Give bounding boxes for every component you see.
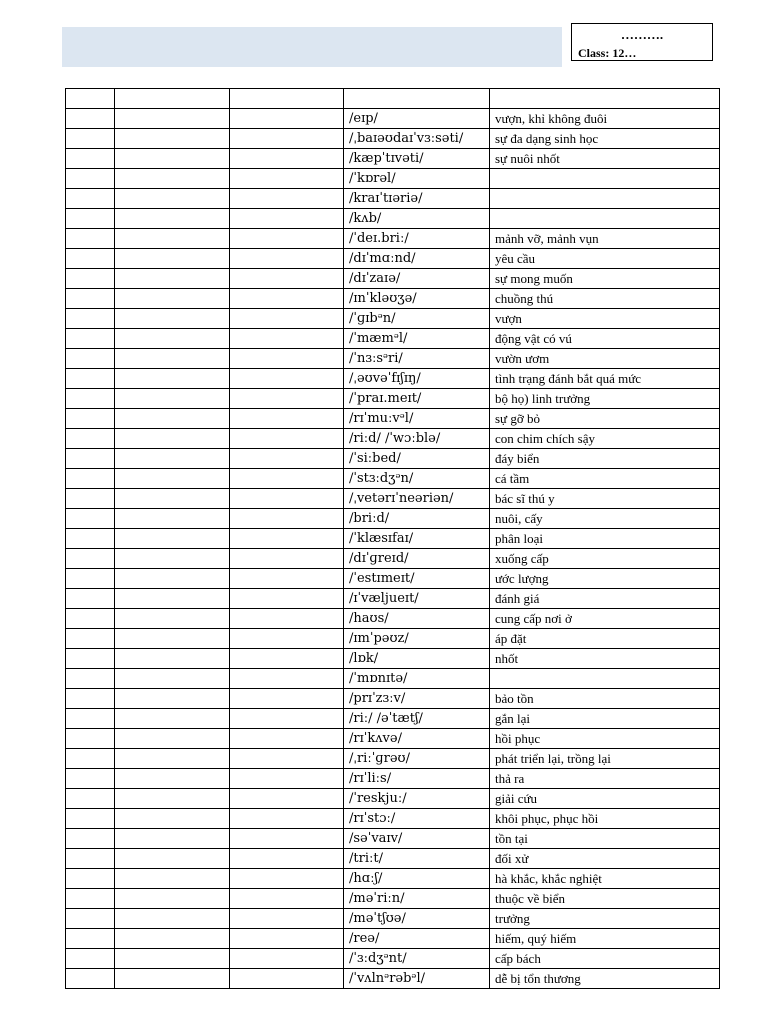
cell-word [115, 869, 230, 889]
cell-pronunciation: /ˈsiːbed/ [344, 449, 490, 469]
cell-number [66, 129, 115, 149]
cell-number [66, 349, 115, 369]
table-row [66, 569, 720, 589]
cell-word [115, 889, 230, 909]
cell-type [230, 769, 344, 789]
class-box [571, 23, 713, 61]
cell-pronunciation: /ˈreskjuː/ [344, 789, 490, 809]
cell-word [115, 649, 230, 669]
cell-meaning: cung cấp nơi ở [490, 609, 720, 629]
table-row [66, 309, 720, 329]
cell-meaning: thả ra [490, 769, 720, 789]
table-row [66, 389, 720, 409]
cell-word [115, 569, 230, 589]
cell-number [66, 749, 115, 769]
cell-type [230, 449, 344, 469]
cell-word [115, 849, 230, 869]
cell-word [115, 969, 230, 989]
cell-type [230, 129, 344, 149]
table-row [66, 409, 720, 429]
cell-pronunciation: /prɪˈzɜːv/ [344, 689, 490, 709]
table-row [66, 509, 720, 529]
table-row [66, 629, 720, 649]
table-row [66, 209, 720, 229]
cell-meaning: đáy biển [490, 449, 720, 469]
cell-type [230, 189, 344, 209]
cell-meaning: mảnh vỡ, mảnh vụn [490, 229, 720, 249]
cell-pronunciation: /ˈɡɪbᵊn/ [344, 309, 490, 329]
cell-word [115, 529, 230, 549]
cell-meaning: áp đặt [490, 629, 720, 649]
header-cell-number [66, 89, 115, 109]
cell-pronunciation: /dɪˈmɑːnd/ [344, 249, 490, 269]
cell-meaning: nhốt [490, 649, 720, 669]
table-row [66, 669, 720, 689]
cell-number [66, 549, 115, 569]
cell-pronunciation: /ˈnɜːsᵊri/ [344, 349, 490, 369]
cell-word [115, 749, 230, 769]
cell-number [66, 729, 115, 749]
cell-number [66, 669, 115, 689]
cell-pronunciation: /ˈdeɪ.briː/ [344, 229, 490, 249]
cell-type [230, 269, 344, 289]
cell-number [66, 709, 115, 729]
cell-word [115, 169, 230, 189]
cell-word [115, 729, 230, 749]
cell-type [230, 149, 344, 169]
cell-pronunciation: /məˈriːn/ [344, 889, 490, 909]
cell-type [230, 389, 344, 409]
cell-number [66, 829, 115, 849]
cell-number [66, 469, 115, 489]
cell-number [66, 249, 115, 269]
cell-pronunciation: /kæpˈtɪvəti/ [344, 149, 490, 169]
cell-meaning: cấp bách [490, 949, 720, 969]
cell-type [230, 329, 344, 349]
cell-type [230, 749, 344, 769]
table-row [66, 889, 720, 909]
table-row [66, 549, 720, 569]
table-row [66, 609, 720, 629]
cell-pronunciation: /eɪp/ [344, 109, 490, 129]
table-row [66, 829, 720, 849]
cell-number [66, 229, 115, 249]
cell-meaning: sự gỡ bỏ [490, 409, 720, 429]
table-row [66, 949, 720, 969]
cell-number [66, 389, 115, 409]
class-label: Class: 12… [578, 46, 637, 60]
cell-pronunciation: /riː/ /əˈtætʃ/ [344, 709, 490, 729]
cell-type [230, 549, 344, 569]
cell-number [66, 889, 115, 909]
table-row [66, 229, 720, 249]
cell-meaning: hà khắc, khắc nghiệt [490, 869, 720, 889]
header-cell-word [115, 89, 230, 109]
header-cell-pronunciation [344, 89, 490, 109]
cell-meaning [490, 669, 720, 689]
vocabulary-table-body [66, 89, 720, 989]
cell-meaning: đối xử [490, 849, 720, 869]
cell-pronunciation: /kraɪˈtɪəriə/ [344, 189, 490, 209]
table-row [66, 109, 720, 129]
cell-pronunciation: /haʊs/ [344, 609, 490, 629]
table-row [66, 449, 720, 469]
cell-word [115, 689, 230, 709]
cell-word [115, 269, 230, 289]
table-row [66, 589, 720, 609]
cell-type [230, 529, 344, 549]
cell-meaning: bộ họ) linh trưởng [490, 389, 720, 409]
cell-number [66, 949, 115, 969]
cell-number [66, 289, 115, 309]
cell-meaning: trưởng [490, 909, 720, 929]
cell-meaning: vượn [490, 309, 720, 329]
cell-word [115, 769, 230, 789]
cell-number [66, 429, 115, 449]
table-row [66, 909, 720, 929]
cell-type [230, 309, 344, 329]
table-row [66, 749, 720, 769]
cell-word [115, 509, 230, 529]
cell-word [115, 909, 230, 929]
cell-word [115, 589, 230, 609]
cell-pronunciation: /briːd/ [344, 509, 490, 529]
table-row [66, 189, 720, 209]
cell-type [230, 849, 344, 869]
cell-pronunciation: /rɪˈstɔː/ [344, 809, 490, 829]
cell-number [66, 489, 115, 509]
cell-meaning: tình trạng đánh bắt quá mức [490, 369, 720, 389]
cell-pronunciation: /ˈmæmᵊl/ [344, 329, 490, 349]
cell-meaning [490, 209, 720, 229]
cell-number [66, 529, 115, 549]
cell-pronunciation: /məˈtʃʊə/ [344, 909, 490, 929]
cell-number [66, 169, 115, 189]
cell-number [66, 409, 115, 429]
cell-type [230, 209, 344, 229]
table-row [66, 869, 720, 889]
cell-pronunciation: /rɪˈmuːvᵊl/ [344, 409, 490, 429]
cell-meaning: bác sĩ thú y [490, 489, 720, 509]
table-row [66, 489, 720, 509]
cell-number [66, 909, 115, 929]
cell-number [66, 509, 115, 529]
table-row [66, 369, 720, 389]
class-dots: ………. [620, 27, 664, 42]
cell-type [230, 649, 344, 669]
vocabulary-table [65, 88, 720, 989]
table-row [66, 809, 720, 829]
cell-meaning: cá tầm [490, 469, 720, 489]
cell-number [66, 269, 115, 289]
cell-type [230, 469, 344, 489]
cell-word [115, 609, 230, 629]
cell-pronunciation: /riːd/ /ˈwɔːblə/ [344, 429, 490, 449]
cell-meaning [490, 189, 720, 209]
cell-number [66, 869, 115, 889]
cell-number [66, 689, 115, 709]
cell-meaning: sự mong muốn [490, 269, 720, 289]
cell-pronunciation: /rɪˈliːs/ [344, 769, 490, 789]
cell-number [66, 649, 115, 669]
cell-type [230, 889, 344, 909]
table-row [66, 249, 720, 269]
table-row [66, 429, 720, 449]
table-row [66, 689, 720, 709]
cell-meaning: chuồng thú [490, 289, 720, 309]
cell-meaning: xuống cấp [490, 549, 720, 569]
cell-meaning [490, 169, 720, 189]
cell-word [115, 929, 230, 949]
cell-word [115, 709, 230, 729]
cell-pronunciation: /dɪˈɡreɪd/ [344, 549, 490, 569]
cell-pronunciation: /dɪˈzaɪə/ [344, 269, 490, 289]
cell-pronunciation: /ˈkɒrəl/ [344, 169, 490, 189]
table-row [66, 849, 720, 869]
table-row [66, 469, 720, 489]
cell-word [115, 289, 230, 309]
cell-meaning: hiếm, quý hiếm [490, 929, 720, 949]
table-row [66, 329, 720, 349]
table-row [66, 289, 720, 309]
cell-pronunciation: /rɪˈkʌvə/ [344, 729, 490, 749]
cell-pronunciation: /ˌriːˈɡrəʊ/ [344, 749, 490, 769]
cell-type [230, 709, 344, 729]
cell-meaning: ước lượng [490, 569, 720, 589]
cell-pronunciation: /ɪˈvæljueɪt/ [344, 589, 490, 609]
cell-number [66, 369, 115, 389]
cell-meaning: vườn ươm [490, 349, 720, 369]
cell-word [115, 309, 230, 329]
cell-number [66, 309, 115, 329]
cell-meaning: phát triển lại, trồng lại [490, 749, 720, 769]
cell-pronunciation: /ɪmˈpəʊz/ [344, 629, 490, 649]
cell-word [115, 669, 230, 689]
cell-type [230, 289, 344, 309]
cell-type [230, 909, 344, 929]
cell-type [230, 869, 344, 889]
cell-meaning: tồn tại [490, 829, 720, 849]
cell-type [230, 669, 344, 689]
cell-word [115, 129, 230, 149]
cell-pronunciation: /kʌb/ [344, 209, 490, 229]
cell-word [115, 109, 230, 129]
cell-number [66, 209, 115, 229]
cell-type [230, 689, 344, 709]
table-row [66, 129, 720, 149]
cell-pronunciation: /triːt/ [344, 849, 490, 869]
cell-meaning: hồi phục [490, 729, 720, 749]
cell-type [230, 789, 344, 809]
cell-word [115, 389, 230, 409]
cell-meaning: bảo tồn [490, 689, 720, 709]
cell-word [115, 249, 230, 269]
cell-number [66, 329, 115, 349]
cell-pronunciation: /hɑːʃ/ [344, 869, 490, 889]
cell-meaning: sự nuôi nhốt [490, 149, 720, 169]
cell-word [115, 409, 230, 429]
cell-pronunciation: /lɒk/ [344, 649, 490, 669]
cell-word [115, 369, 230, 389]
cell-pronunciation: /ˌbaɪəʊdaɪˈvɜːsəti/ [344, 129, 490, 149]
cell-type [230, 229, 344, 249]
cell-number [66, 809, 115, 829]
cell-number [66, 109, 115, 129]
table-row [66, 149, 720, 169]
table-row [66, 729, 720, 749]
cell-word [115, 209, 230, 229]
table-row [66, 649, 720, 669]
cell-number [66, 969, 115, 989]
cell-type [230, 509, 344, 529]
cell-number [66, 629, 115, 649]
cell-number [66, 589, 115, 609]
cell-meaning: khôi phục, phục hồi [490, 809, 720, 829]
cell-type [230, 629, 344, 649]
cell-type [230, 969, 344, 989]
cell-number [66, 789, 115, 809]
cell-type [230, 369, 344, 389]
cell-pronunciation: /ˈmɒnɪtə/ [344, 669, 490, 689]
cell-pronunciation: /ˈstɜːdʒᵊn/ [344, 469, 490, 489]
cell-pronunciation: /ˈvʌlnᵊrəbᵊl/ [344, 969, 490, 989]
cell-word [115, 809, 230, 829]
cell-pronunciation: /ˈpraɪ.meɪt/ [344, 389, 490, 409]
table-row [66, 769, 720, 789]
cell-pronunciation: /ɪnˈkləʊʒə/ [344, 289, 490, 309]
cell-number [66, 929, 115, 949]
cell-number [66, 849, 115, 869]
cell-type [230, 929, 344, 949]
cell-number [66, 189, 115, 209]
cell-word [115, 629, 230, 649]
cell-number [66, 769, 115, 789]
cell-meaning: nuôi, cấy [490, 509, 720, 529]
cell-number [66, 609, 115, 629]
cell-type [230, 249, 344, 269]
cell-pronunciation: /səˈvaɪv/ [344, 829, 490, 849]
cell-type [230, 429, 344, 449]
cell-type [230, 169, 344, 189]
cell-pronunciation: /ˈklæsɪfaɪ/ [344, 529, 490, 549]
cell-word [115, 429, 230, 449]
cell-meaning: gắn lại [490, 709, 720, 729]
table-row [66, 269, 720, 289]
cell-pronunciation: /reə/ [344, 929, 490, 949]
table-header-row [66, 89, 720, 109]
cell-meaning: đánh giá [490, 589, 720, 609]
cell-type [230, 949, 344, 969]
cell-type [230, 109, 344, 129]
cell-word [115, 949, 230, 969]
table-row [66, 169, 720, 189]
cell-word [115, 149, 230, 169]
cell-word [115, 549, 230, 569]
table-row [66, 709, 720, 729]
cell-meaning: sự đa dạng sinh học [490, 129, 720, 149]
title-band [62, 27, 562, 67]
header-cell-meaning [490, 89, 720, 109]
cell-type [230, 589, 344, 609]
cell-word [115, 449, 230, 469]
cell-type [230, 489, 344, 509]
cell-type [230, 409, 344, 429]
cell-type [230, 729, 344, 749]
cell-meaning: động vật có vú [490, 329, 720, 349]
table-row [66, 969, 720, 989]
cell-word [115, 329, 230, 349]
cell-type [230, 809, 344, 829]
cell-type [230, 569, 344, 589]
cell-number [66, 149, 115, 169]
cell-word [115, 229, 230, 249]
cell-meaning: vượn, khỉ không đuôi [490, 109, 720, 129]
header-cell-type [230, 89, 344, 109]
cell-pronunciation: /ˌəʊvəˈfɪʃɪŋ/ [344, 369, 490, 389]
cell-word [115, 489, 230, 509]
cell-word [115, 469, 230, 489]
cell-type [230, 349, 344, 369]
cell-meaning: yêu cầu [490, 249, 720, 269]
cell-meaning: dễ bị tổn thương [490, 969, 720, 989]
cell-number [66, 569, 115, 589]
cell-word [115, 189, 230, 209]
cell-word [115, 829, 230, 849]
cell-meaning: thuộc về biển [490, 889, 720, 909]
cell-meaning: con chim chích sậy [490, 429, 720, 449]
cell-meaning: phân loại [490, 529, 720, 549]
table-row [66, 529, 720, 549]
cell-pronunciation: /ˈɜːdʒᵊnt/ [344, 949, 490, 969]
cell-type [230, 609, 344, 629]
cell-number [66, 449, 115, 469]
cell-type [230, 829, 344, 849]
cell-pronunciation: /ˈestɪmeɪt/ [344, 569, 490, 589]
cell-word [115, 789, 230, 809]
table-row [66, 789, 720, 809]
cell-meaning: giải cứu [490, 789, 720, 809]
table-row [66, 349, 720, 369]
table-row [66, 929, 720, 949]
cell-pronunciation: /ˌvetərɪˈneəriən/ [344, 489, 490, 509]
cell-word [115, 349, 230, 369]
